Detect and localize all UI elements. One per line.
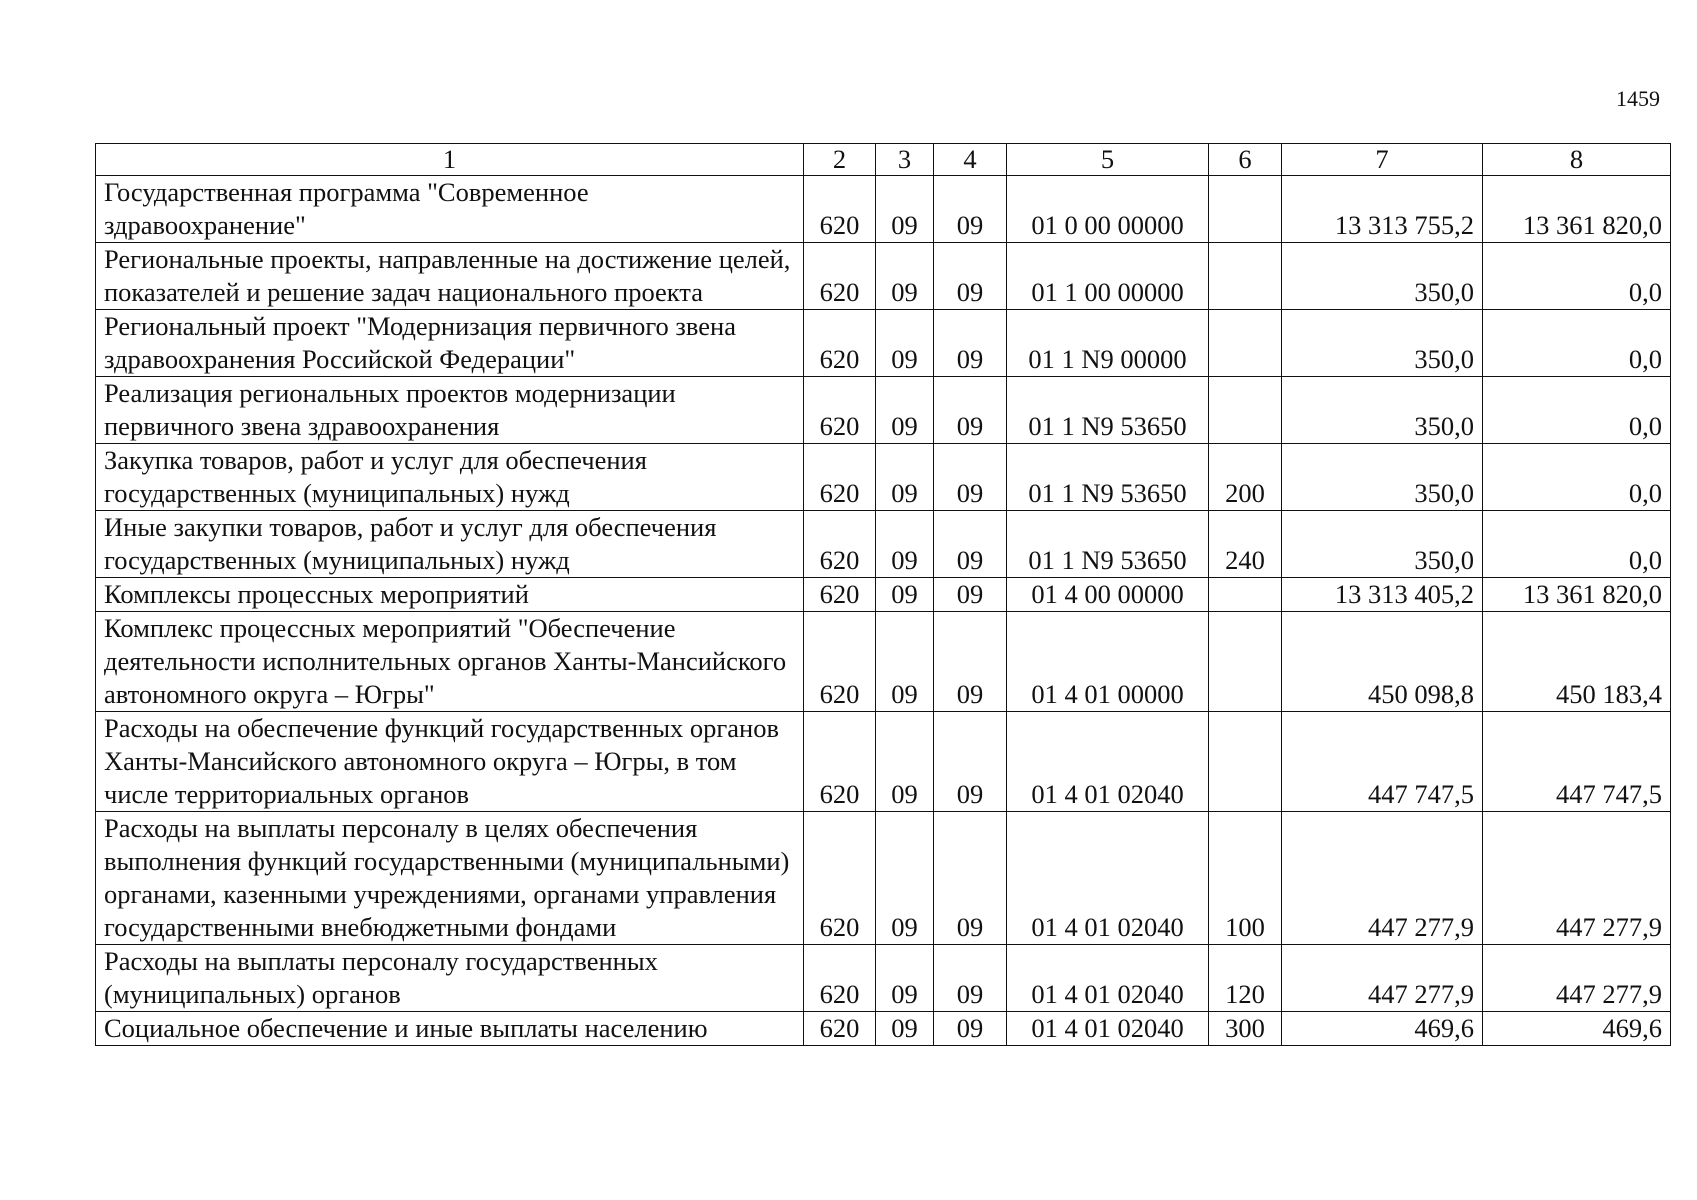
- amount-cell: 350,0: [1282, 310, 1483, 377]
- section-code-cell: 09: [876, 812, 934, 945]
- ved-code-cell: 620: [804, 377, 876, 444]
- amount-cell: 447 277,9: [1483, 945, 1671, 1012]
- ved-code-cell: 620: [804, 612, 876, 712]
- row-name-cell: Социальное обеспечение и иные выплаты населению: [96, 1012, 804, 1046]
- ved-code-cell: 620: [804, 511, 876, 578]
- ved-code-cell: 620: [804, 945, 876, 1012]
- subsection-code-cell: 09: [934, 1012, 1007, 1046]
- ved-code-cell: 620: [804, 176, 876, 243]
- amount-cell: 350,0: [1282, 444, 1483, 511]
- expense-type-cell: 120: [1209, 945, 1282, 1012]
- column-number-row: [96, 144, 1671, 176]
- section-code-cell: 09: [876, 1012, 934, 1046]
- amount-cell: 13 313 755,2: [1282, 176, 1483, 243]
- amount-cell: 13 361 820,0: [1483, 578, 1671, 612]
- target-article-cell: 01 4 01 02040: [1007, 1012, 1209, 1046]
- subsection-code-cell: 09: [934, 444, 1007, 511]
- row-name-cell: Региональные проекты, направленные на достижение целей, показателей и решение задач национального проекта: [96, 243, 804, 310]
- section-code-cell: 09: [876, 176, 934, 243]
- expense-type-cell: 200: [1209, 444, 1282, 511]
- section-code-cell: 09: [876, 612, 934, 712]
- subsection-code-cell: 09: [934, 243, 1007, 310]
- row-name-cell: Реализация региональных проектов модернизации первичного звена здравоохранения: [96, 377, 804, 444]
- column-header: 2: [804, 144, 876, 176]
- column-header: 1: [96, 144, 804, 176]
- table-row: [96, 243, 1671, 310]
- row-name-cell: Комплекс процессных мероприятий "Обеспечение деятельности исполнительных органов Ханты-Мансийского автономного округа – Югры": [96, 612, 804, 712]
- section-code-cell: 09: [876, 444, 934, 511]
- table-row: [96, 511, 1671, 578]
- row-name-cell: Иные закупки товаров, работ и услуг для обеспечения государственных (муниципальных) нужд: [96, 511, 804, 578]
- budget-table: [95, 143, 1671, 1046]
- table-row: [96, 176, 1671, 243]
- expense-type-cell: [1209, 176, 1282, 243]
- amount-cell: 350,0: [1282, 243, 1483, 310]
- expense-type-cell: 300: [1209, 1012, 1282, 1046]
- expense-type-cell: [1209, 612, 1282, 712]
- ved-code-cell: 620: [804, 243, 876, 310]
- subsection-code-cell: 09: [934, 945, 1007, 1012]
- table-row: [96, 712, 1671, 812]
- table-row: [96, 812, 1671, 945]
- amount-cell: 447 747,5: [1282, 712, 1483, 812]
- target-article-cell: 01 4 01 02040: [1007, 945, 1209, 1012]
- target-article-cell: 01 1 00 00000: [1007, 243, 1209, 310]
- expense-type-cell: [1209, 310, 1282, 377]
- subsection-code-cell: 09: [934, 612, 1007, 712]
- subsection-code-cell: 09: [934, 377, 1007, 444]
- table-body: [96, 176, 1671, 1046]
- expense-type-cell: 100: [1209, 812, 1282, 945]
- amount-cell: 0,0: [1483, 511, 1671, 578]
- column-header: 4: [934, 144, 1007, 176]
- row-name-cell: Расходы на выплаты персоналу государственных (муниципальных) органов: [96, 945, 804, 1012]
- subsection-code-cell: 09: [934, 712, 1007, 812]
- target-article-cell: 01 4 00 00000: [1007, 578, 1209, 612]
- table-row: [96, 310, 1671, 377]
- amount-cell: 0,0: [1483, 310, 1671, 377]
- expense-type-cell: [1209, 712, 1282, 812]
- amount-cell: 13 361 820,0: [1483, 176, 1671, 243]
- amount-cell: 447 277,9: [1282, 945, 1483, 1012]
- expense-type-cell: 240: [1209, 511, 1282, 578]
- ved-code-cell: 620: [804, 578, 876, 612]
- section-code-cell: 09: [876, 243, 934, 310]
- column-header: 7: [1282, 144, 1483, 176]
- row-name-cell: Региональный проект "Модернизация первичного звена здравоохранения Российской Федерации": [96, 310, 804, 377]
- table-row: [96, 578, 1671, 612]
- subsection-code-cell: 09: [934, 176, 1007, 243]
- subsection-code-cell: 09: [934, 812, 1007, 945]
- subsection-code-cell: 09: [934, 511, 1007, 578]
- amount-cell: 0,0: [1483, 243, 1671, 310]
- amount-cell: 447 277,9: [1282, 812, 1483, 945]
- section-code-cell: 09: [876, 578, 934, 612]
- amount-cell: 350,0: [1282, 377, 1483, 444]
- amount-cell: 0,0: [1483, 444, 1671, 511]
- row-name-cell: Расходы на обеспечение функций государственных органов Ханты-Мансийского автономного округа – Югры, в том числе территориальных органов: [96, 712, 804, 812]
- amount-cell: 469,6: [1483, 1012, 1671, 1046]
- section-code-cell: 09: [876, 511, 934, 578]
- amount-cell: 450 098,8: [1282, 612, 1483, 712]
- target-article-cell: 01 1 N9 53650: [1007, 377, 1209, 444]
- amount-cell: 0,0: [1483, 377, 1671, 444]
- subsection-code-cell: 09: [934, 310, 1007, 377]
- ved-code-cell: 620: [804, 444, 876, 511]
- table-row: [96, 444, 1671, 511]
- amount-cell: 13 313 405,2: [1282, 578, 1483, 612]
- target-article-cell: 01 4 01 00000: [1007, 612, 1209, 712]
- section-code-cell: 09: [876, 945, 934, 1012]
- expense-type-cell: [1209, 578, 1282, 612]
- row-name-cell: Расходы на выплаты персоналу в целях обеспечения выполнения функций государственными (муниципальными) органами, казенными учреждениями, органами управления государственными внебюджетными фондами: [96, 812, 804, 945]
- amount-cell: 350,0: [1282, 511, 1483, 578]
- ved-code-cell: 620: [804, 310, 876, 377]
- row-name-cell: Закупка товаров, работ и услуг для обеспечения государственных (муниципальных) нужд: [96, 444, 804, 511]
- section-code-cell: 09: [876, 310, 934, 377]
- ved-code-cell: 620: [804, 1012, 876, 1046]
- target-article-cell: 01 1 N9 53650: [1007, 511, 1209, 578]
- row-name-cell: Государственная программа "Современное здравоохранение": [96, 176, 804, 243]
- amount-cell: 450 183,4: [1483, 612, 1671, 712]
- subsection-code-cell: 09: [934, 578, 1007, 612]
- table-row: [96, 612, 1671, 712]
- target-article-cell: 01 4 01 02040: [1007, 712, 1209, 812]
- expense-type-cell: [1209, 377, 1282, 444]
- ved-code-cell: 620: [804, 812, 876, 945]
- ved-code-cell: 620: [804, 712, 876, 812]
- target-article-cell: 01 1 N9 00000: [1007, 310, 1209, 377]
- amount-cell: 447 747,5: [1483, 712, 1671, 812]
- section-code-cell: 09: [876, 712, 934, 812]
- table-row: [96, 945, 1671, 1012]
- table-row: [96, 1012, 1671, 1046]
- target-article-cell: 01 0 00 00000: [1007, 176, 1209, 243]
- row-name-cell: Комплексы процессных мероприятий: [96, 578, 804, 612]
- column-header: 6: [1209, 144, 1282, 176]
- amount-cell: 469,6: [1282, 1012, 1483, 1046]
- column-header: 3: [876, 144, 934, 176]
- amount-cell: 447 277,9: [1483, 812, 1671, 945]
- section-code-cell: 09: [876, 377, 934, 444]
- table-row: [96, 377, 1671, 444]
- target-article-cell: 01 1 N9 53650: [1007, 444, 1209, 511]
- expense-type-cell: [1209, 243, 1282, 310]
- target-article-cell: 01 4 01 02040: [1007, 812, 1209, 945]
- page-number: 1459: [1616, 86, 1660, 111]
- column-header: 5: [1007, 144, 1209, 176]
- column-header: 8: [1483, 144, 1671, 176]
